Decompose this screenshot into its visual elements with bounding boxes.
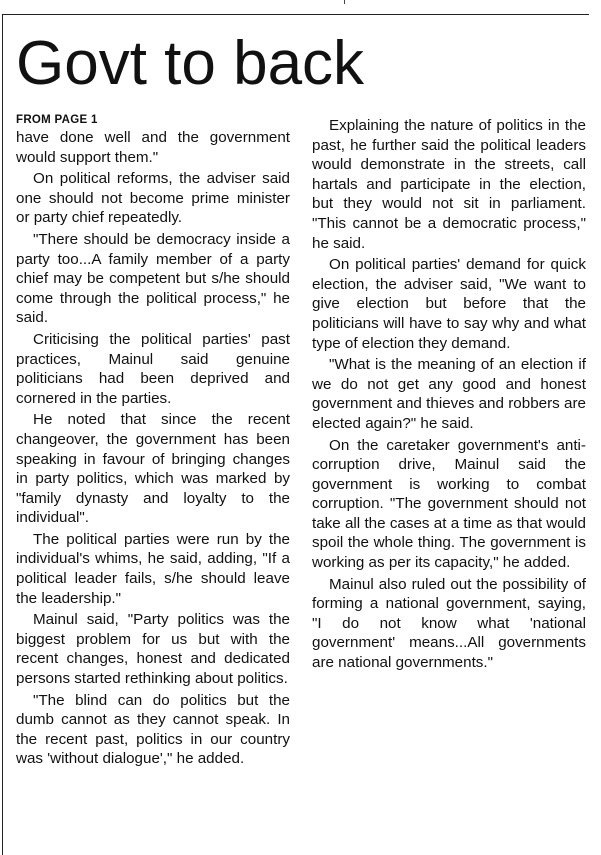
paragraph: Mainul said, "Party politics was the biggest problem for us but with the recent changes, honest and dedicated persons started rethinking about politics. [16, 611, 290, 688]
paragraph: The political parties were run by the individual's whims, he said, adding, "If a political leader fails, s/he should leave the leadership." [16, 530, 290, 607]
left-border-rule [2, 14, 3, 855]
paragraph: He noted that since the recent changeover, the government has been speaking in favour of bringing changes in party politics, which was marked by "family dynasty and loyalty to the individual". [16, 411, 290, 527]
paragraph: have done well and the government would support them." [16, 129, 290, 166]
article-column-right [312, 114, 586, 673]
paragraph: "The blind can do politics but the dumb cannot as they cannot speak. In the recent past, politics in our country was 'without dialogue'," he added. [16, 691, 290, 768]
paragraph: On political reforms, the adviser said one should not become prime minister or party chief repeatedly. [16, 170, 290, 227]
top-crop-mark [344, 0, 345, 4]
paragraph: Criticising the political parties' past practices, Mainul said genuine politicians had been deprived and cornered in the parties. [16, 330, 290, 407]
paragraph: Mainul also ruled out the possibility of forming a national government, saying, "I do not know what 'national government' means...All governments are national governments." [312, 575, 586, 672]
paragraph: On political parties' demand for quick election, the adviser said, "We want to give election but before that the politicians will have to say why and what type of election they demand. [312, 256, 586, 352]
paragraph: On the caretaker government's anti-corruption drive, Mainul said the government is working to combat corruption. "The government should not take all the cases at a time as that would spoil the whole thing. The government is working as per its capacity," he added. [312, 436, 586, 572]
continuation-kicker: FROM PAGE 1 [16, 114, 98, 126]
paragraph: "There should be democracy inside a party too...A family member of a party chief may be competent but s/he should come through the political process," he said. [16, 230, 290, 327]
article-column-left [16, 114, 290, 769]
headline: Govt to back [16, 29, 365, 98]
top-border-rule [2, 14, 589, 15]
paragraph: Explaining the nature of politics in the past, he further said the political leaders would demonstrate in the streets, call hartals and participate in the election, but they would not sit in parliament. "This cannot be a democratic process," he said. [312, 117, 586, 252]
paragraph: "What is the meaning of an election if we do not get any good and honest government and thieves and robbers are elected again?" he said. [312, 356, 586, 432]
